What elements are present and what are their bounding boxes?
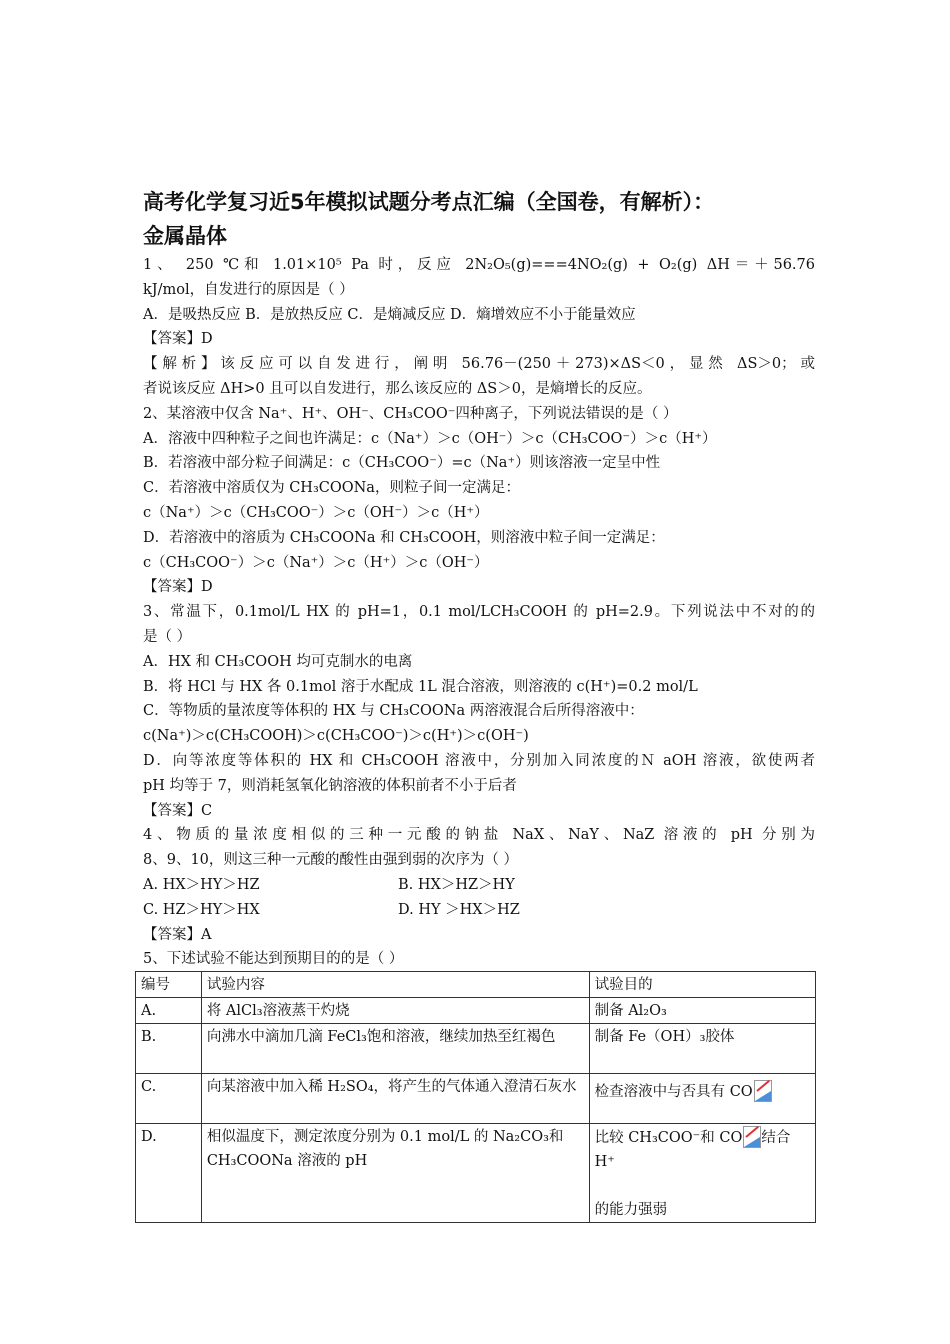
- q3-stem-line-1: 3、常温下，0.1mol/L HX 的 pH=1，0.1 mol/LCH₃COOH 的 pH=2.9。下列说法中不对的的: [143, 604, 815, 621]
- q2-option-d-line-1: D．若溶液中的溶质为 CH₃COONa 和 CH₃COOH，则溶液中粒子间一定满足：: [143, 529, 665, 546]
- q2-option-c-line-2: c（Na⁺）＞c（CH₃COO⁻）＞c（OH⁻）＞c（H⁺）: [143, 504, 489, 521]
- q4-options-row-1: [143, 873, 815, 898]
- row-purpose: 比较 CH₃COO⁻和 CO: [594, 1130, 743, 1146]
- row-purpose-cont: 结合 H⁺: [594, 1130, 791, 1170]
- q5-table: [135, 971, 816, 1223]
- q4-answer: 【答案】A: [143, 926, 212, 943]
- q1-stem-line-1: 1、 250 ℃和 1.01×10⁵ Pa 时，反应 2N₂O₅(g)===4NO₂(g) + O₂(g) ΔH＝＋56.76: [143, 257, 815, 273]
- row-purpose: 制备 Al₂O₃: [589, 998, 815, 1024]
- q4-option-d: D. HY ＞HX＞HZ: [398, 901, 520, 918]
- row-content: 向沸水中滴加几滴 FeCl₃饱和溶液，继续加热至红褐色: [201, 1024, 589, 1074]
- table-row: [136, 1074, 816, 1124]
- q3-option-d-line-2: pH 均等于 7，则消耗氢氧化钠溶液的体积前者不小于后者: [143, 777, 517, 794]
- row-no: D.: [136, 1124, 202, 1223]
- q1-answer: 【答案】D: [143, 331, 213, 348]
- q1-options: A．是吸热反应 B．是放热反应 C．是熵减反应 D．熵增效应不小于能量效应: [143, 306, 636, 323]
- row-purpose-cell: [589, 1124, 815, 1223]
- table-row: [136, 1124, 816, 1223]
- q3-option-c-line-2: c(Na⁺)＞c(CH₃COOH)＞c(CH₃COO⁻)＞c(H⁺)＞c(OH⁻): [143, 728, 529, 745]
- row-purpose: 制备 Fe（OH）₃胶体: [589, 1024, 815, 1074]
- row-content: 向某溶液中加入稀 H₂SO₄，将产生的气体通入澄清石灰水: [201, 1074, 589, 1124]
- row-purpose: 检查溶液中与否具有 CO: [594, 1084, 753, 1100]
- table-header-cell: 试验内容: [201, 972, 589, 998]
- q3-option-d-line-1: D．向等浓度等体积的 HX 和 CH₃COOH 溶液中，分别加入同浓度的Ｎ aOH 溶液，欲使两者: [143, 752, 815, 769]
- broken-image-icon: [754, 1080, 772, 1102]
- q4-option-a: A. HX＞HY＞HZ: [143, 876, 260, 893]
- row-purpose-line-2: 的能力强弱: [594, 1202, 668, 1218]
- q2-option-d-line-2: c（CH₃COO⁻）＞c（Na⁺）＞c（H⁺）＞c（OH⁻）: [143, 554, 489, 571]
- q5-stem: 5、下述试验不能达到预期目的的是（ ）: [143, 951, 404, 968]
- table-row: [136, 1024, 816, 1074]
- row-purpose-cell: [589, 1074, 815, 1124]
- table-header-row: [136, 972, 816, 998]
- row-no: C.: [136, 1074, 202, 1124]
- document-body: [143, 185, 815, 972]
- q2-option-b: B．若溶液中部分粒子间满足：c（CH₃COO⁻）=c（Na⁺）则该溶液一定呈中性: [143, 455, 661, 472]
- table-header-cell: 试验目的: [589, 972, 815, 998]
- broken-image-icon: [743, 1126, 761, 1148]
- q4-options-row-2: [143, 898, 815, 923]
- q3-option-c-line-1: C．等物质的量浓度等体积的 HX 与 CH₃COONa 两溶液混合后所得溶液中：: [143, 703, 644, 720]
- q2-option-c-line-1: C．若溶液中溶质仅为 CH₃COONa，则粒子间一定满足：: [143, 480, 520, 497]
- q4-option-b: B. HX＞HZ＞HY: [398, 876, 515, 893]
- q4-stem-line-2: 8、9、10，则这三种一元酸的酸性由强到弱的次序为（ ）: [143, 852, 519, 869]
- doc-title-line-1: 高考化学复习近5年模拟试题分考点汇编（全国卷，有解析）：: [143, 190, 715, 214]
- row-content: 相似温度下，测定浓度分别为 0.1 mol/L 的 Na₂CO₃和 CH₃COONa 溶液的 pH: [201, 1124, 589, 1223]
- q3-option-b: B．将 HCl 与 HX 各 0.1mol 溶于水配成 1L 混合溶液，则溶液的 c(H⁺)=0.2 mol/L: [143, 678, 698, 695]
- q2-answer: 【答案】D: [143, 579, 213, 596]
- q3-stem-line-2: 是（ ）: [143, 628, 192, 645]
- row-content: 将 AlCl₃溶液蒸干灼烧: [201, 998, 589, 1024]
- table-row: [136, 998, 816, 1024]
- q4-stem-line-1: 4、物质的量浓度相似的三种一元酸的钠盐 NaX、NaY、NaZ 溶液的 pH 分别为: [143, 827, 815, 844]
- q2-option-a: A．溶液中四种粒子之间也许满足：c（Na⁺）＞c（OH⁻）＞c（CH₃COO⁻）＞c（H⁺）: [143, 430, 717, 447]
- q2-stem: 2、某溶液中仅含 Na⁺、H⁺、OH⁻、CH₃COO⁻四种离子，下列说法错误的是（ ）: [143, 405, 678, 422]
- doc-title-line-2: 金属晶体: [143, 224, 227, 248]
- q3-option-a: A．HX 和 CH₃COOH 均可克制水的电离: [143, 653, 413, 670]
- q4-option-c: C. HZ＞HY＞HX: [143, 901, 260, 918]
- q1-analysis-line-1: 【解析】该反应可以自发进行，阐明 56.76－(250＋273)×ΔS＜0，显然 ΔS＞0；或: [143, 356, 815, 373]
- row-no: B.: [136, 1024, 202, 1074]
- q1-stem-line-2: kJ/mol，自发进行的原因是（ ）: [143, 281, 354, 298]
- table-header-cell: 编号: [136, 972, 202, 998]
- q3-answer: 【答案】C: [143, 802, 213, 819]
- q1-analysis-line-2: 者说该反应 ΔH>0 且可以自发进行，那么该反应的 ΔS＞0，是熵增长的反应。: [143, 380, 652, 397]
- row-no: A.: [136, 998, 202, 1024]
